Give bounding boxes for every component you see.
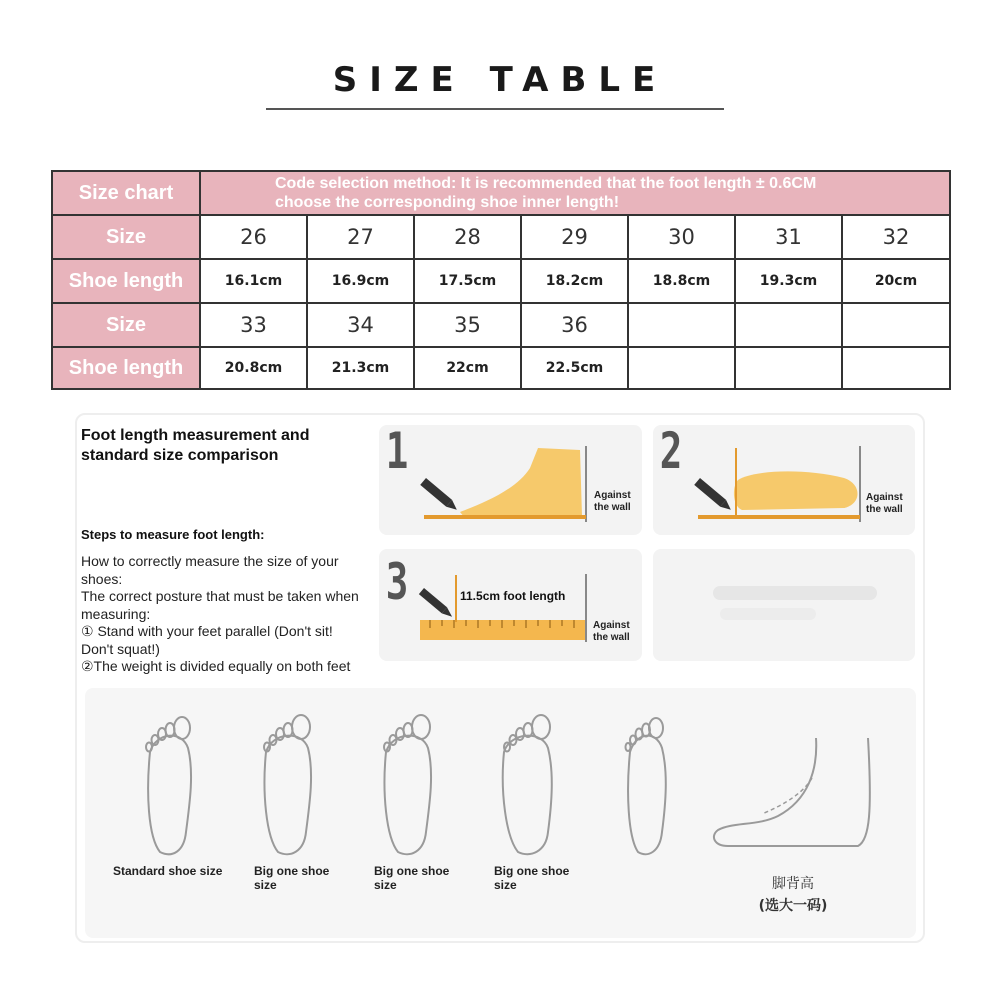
length-cell: 18.2cm [520,258,629,304]
against-wall-line-2: the wall [593,632,630,643]
foot-outline-icon [618,712,672,857]
against-wall-line-2: the wall [594,502,631,513]
against-wall-label [594,490,631,514]
size-table [51,170,949,390]
foot-type-label: Big one shoe size [374,864,450,892]
ruler-icon [420,620,586,640]
step-2-number: 2 [659,422,683,480]
against-wall-label [866,492,903,516]
against-wall-label [593,620,630,644]
shoe-length-label: Shoe length [51,346,201,390]
length-cell: 16.1cm [199,258,308,304]
length-row-2 [51,346,949,390]
foot-outline-icon [138,712,198,857]
length-cell: 20.8cm [199,346,308,390]
step-1-illustration [420,440,590,525]
step-3-illustration [418,570,590,650]
foot-top-icon [734,471,858,510]
foot-outline-icon [496,712,556,857]
length-cell-empty [627,346,736,390]
length-cell-empty [734,346,843,390]
steps-line: ②The weight is divided equally on both feet [81,658,351,674]
size-cell: 28 [413,214,522,260]
against-wall-line-1: Against [866,492,903,503]
method-line-2: choose the corresponding shoe inner length! [275,194,620,211]
length-cell: 20cm [841,258,951,304]
instep-sub-label: (选大一码) [758,898,828,914]
shoe-length-label: Shoe length [51,258,201,304]
size-chart-label: Size chart [51,170,201,216]
page-title: SIZE TABLE [332,60,668,100]
foot-outline-icon [256,712,316,857]
size-chart-header-row [51,170,949,216]
steps-heading: Steps to measure foot length: [81,527,265,542]
blank-card [653,549,915,661]
blurred-bar [720,608,816,620]
method-line-1: Code selection method: It is recommended that the foot length ± 0.6CM [275,175,817,192]
step-3-number: 3 [385,553,409,611]
title-underline [266,108,724,110]
size-cell-empty [841,302,951,348]
instep-label: 脚背高 [772,876,814,892]
size-row-1 [51,214,949,260]
size-cell-empty [734,302,843,348]
length-cell: 22.5cm [520,346,629,390]
foot-outline-icon [376,712,436,857]
length-cell-empty [841,346,951,390]
size-cell: 34 [306,302,415,348]
length-cell: 19.3cm [734,258,843,304]
pencil-icon [420,478,459,513]
length-cell: 17.5cm [413,258,522,304]
pencil-icon [419,588,455,620]
size-label: Size [51,302,201,348]
size-cell: 32 [841,214,951,260]
size-label: Size [51,214,201,260]
step-2-illustration [694,440,864,525]
size-cell-empty [627,302,736,348]
against-wall-line-1: Against [593,620,630,631]
size-cell: 26 [199,214,308,260]
size-cell: 31 [734,214,843,260]
against-wall-line-1: Against [594,490,631,501]
against-wall-line-2: the wall [866,504,903,515]
step-1-number: 1 [385,422,409,480]
size-cell: 35 [413,302,522,348]
foot-side-icon [460,448,582,518]
foot-length-label: 11.5cm foot length [460,589,566,603]
length-cell: 16.9cm [306,258,415,304]
foot-type-label: Big one shoe size [494,864,570,892]
length-row-1 [51,258,949,304]
size-cell: 29 [520,214,629,260]
length-cell: 18.8cm [627,258,736,304]
length-cell: 21.3cm [306,346,415,390]
steps-line: How to correctly measure the size of your shoes: [81,553,339,587]
pencil-icon [694,478,733,513]
selection-method-note [199,170,951,216]
instep-side-icon [708,730,884,850]
size-cell: 27 [306,214,415,260]
foot-type-label: Standard shoe size [113,864,223,878]
steps-line: The correct posture that must be taken when measuring: [81,588,359,622]
blurred-bar [713,586,877,600]
size-row-2 [51,302,949,348]
size-cell: 36 [520,302,629,348]
length-cell: 22cm [413,346,522,390]
steps-body [81,553,361,676]
steps-line: ① Stand with your feet parallel (Don't sit! Don't squat!) [81,623,333,657]
guide-title: Foot length measurement and standard size comparison [81,427,310,464]
size-cell: 30 [627,214,736,260]
foot-type-label: Big one shoe size [254,864,330,892]
size-cell: 33 [199,302,308,348]
